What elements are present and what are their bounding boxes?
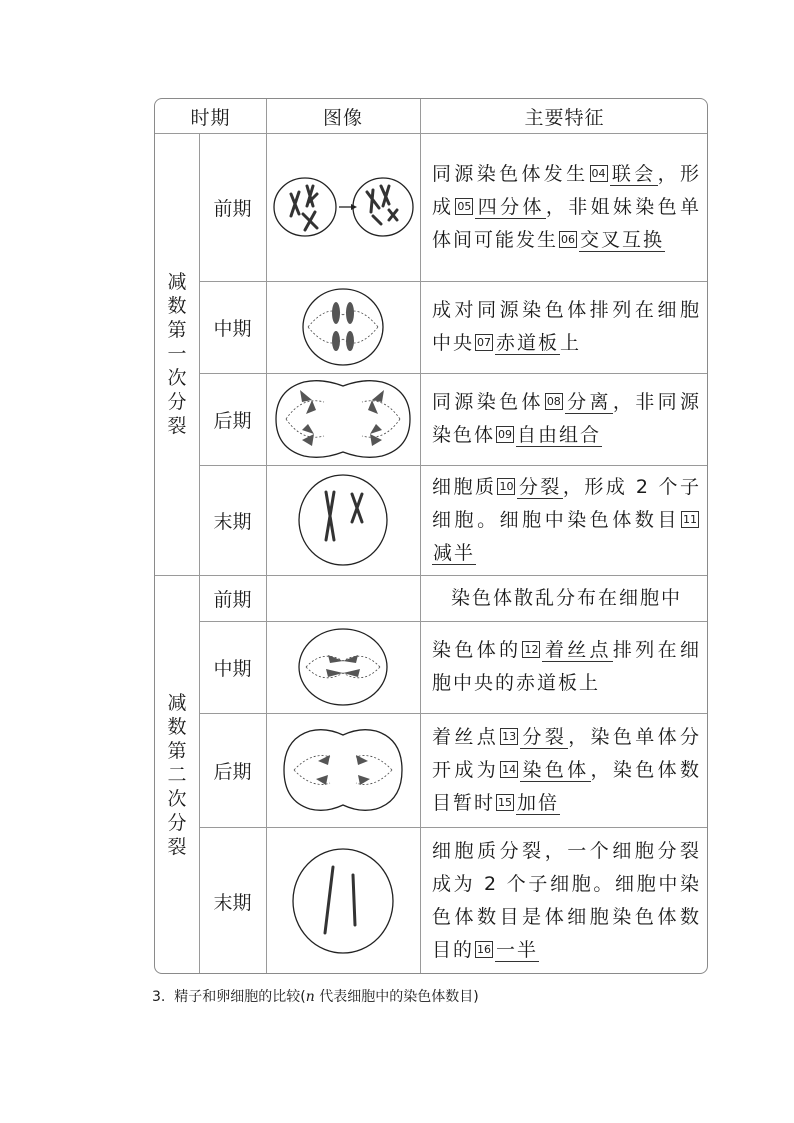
feature-text — [420, 621, 708, 713]
answer-text: 一半 — [496, 939, 539, 961]
caption-tail: 代表细胞中的染色体数目) — [314, 989, 479, 1005]
feature-segment: ，染色体数目暂时 — [432, 758, 701, 814]
header-period: 时期 — [190, 106, 231, 129]
answer-text: 赤道板 — [496, 332, 560, 354]
blank-number: 14 — [502, 762, 517, 776]
feature-segment: 排列在细胞中央的赤道板上 — [432, 639, 701, 694]
answer-text: 分离 — [565, 391, 612, 413]
feature-segment: 同源染色体发生 — [432, 162, 589, 185]
answer-text: 自由组合 — [517, 424, 602, 446]
blank-number: 15 — [498, 795, 513, 809]
blank-number: 10 — [499, 479, 514, 493]
blank-number: 16 — [477, 943, 492, 956]
blank-number: 06 — [561, 232, 576, 246]
row-divider — [199, 373, 708, 374]
feature-segment: ，非同源染色体 — [432, 391, 701, 446]
stage-label-char: 次 — [167, 788, 187, 810]
column-divider — [420, 99, 421, 974]
feature-text — [420, 373, 708, 465]
phase-label: 中期 — [213, 317, 252, 340]
blank-number: 13 — [502, 729, 517, 743]
section-number: 3. — [152, 989, 166, 1005]
blank-number: 07 — [477, 336, 492, 349]
stage-label-char: 次 — [167, 367, 187, 389]
header-features: 主要特征 — [524, 106, 605, 129]
blank-number: 04 — [591, 166, 606, 180]
phase-label: 末期 — [213, 510, 252, 533]
section-caption — [152, 986, 479, 1006]
meiosis-I-anaphase-diagram — [266, 373, 420, 465]
meiosis-II-metaphase-diagram — [266, 621, 420, 713]
feature-segment: 染色体散乱分布在细胞中 — [450, 586, 682, 609]
blank-number: 08 — [546, 395, 561, 408]
feature-segment: 染色体的 — [432, 639, 522, 661]
meiosis-table — [154, 98, 708, 974]
feature-text — [420, 575, 708, 621]
feature-text — [420, 713, 708, 827]
stage-label-char: 一 — [167, 343, 187, 365]
stage-label-char: 裂 — [167, 415, 187, 437]
feature-text — [420, 281, 708, 373]
blank-number: 12 — [524, 643, 539, 656]
stage-label-char: 第 — [167, 319, 187, 341]
row-divider — [155, 133, 708, 134]
stage-label-meiosis-1 — [155, 133, 199, 575]
stage-label-char: 数 — [167, 295, 187, 317]
blank-number: 09 — [498, 428, 513, 441]
meiosis-I-telophase-diagram — [266, 465, 420, 575]
feature-segment: 上 — [560, 332, 582, 354]
feature-segment: 细胞质分裂，一个细胞分裂成为 2 个子细胞。细胞中染色体数目是体细胞染色体数目的 — [432, 840, 701, 961]
row-divider — [155, 575, 708, 576]
stage-label-meiosis-2 — [155, 575, 199, 974]
column-divider — [199, 133, 200, 974]
answer-text: 四分体 — [476, 195, 545, 218]
answer-text: 交叉互换 — [580, 228, 665, 251]
feature-segment: ，形成 — [432, 162, 701, 218]
blank-number: 11 — [683, 512, 697, 526]
phase-label: 末期 — [213, 891, 252, 914]
phase-label: 前期 — [213, 197, 252, 220]
row-divider — [199, 713, 708, 714]
stage-label-char: 二 — [167, 764, 187, 786]
phase-label: 后期 — [213, 760, 252, 783]
feature-text — [420, 465, 708, 575]
answer-text: 加倍 — [517, 791, 560, 814]
feature-segment: ，非姐妹染色单体间可能发生 — [432, 195, 701, 251]
answer-text: 联会 — [610, 162, 657, 185]
column-divider — [266, 99, 267, 974]
feature-segment: 着丝点 — [432, 725, 500, 748]
stage-label-char: 减 — [167, 692, 187, 714]
stage-label-char: 分 — [167, 812, 187, 834]
feature-segment: 成对同源染色体排列在细胞中央 — [432, 299, 701, 354]
meiosis-I-metaphase-diagram — [266, 281, 420, 373]
meiosis-II-telophase-diagram — [266, 827, 420, 974]
answer-text: 减半 — [433, 541, 476, 564]
stage-label-char: 分 — [167, 391, 187, 413]
blank-number: 05 — [457, 199, 472, 213]
header-image: 图像 — [322, 106, 363, 129]
row-divider — [199, 621, 708, 622]
stage-label-char: 裂 — [167, 836, 187, 858]
caption-lead: 精子和卵细胞的比较( — [174, 989, 306, 1005]
row-divider — [199, 281, 708, 282]
answer-text: 分裂 — [518, 475, 562, 498]
row-divider — [199, 827, 708, 828]
meiosis-I-prophase-diagram — [266, 133, 420, 281]
phase-label: 前期 — [213, 588, 252, 611]
feature-segment: 细胞质 — [432, 475, 497, 498]
feature-segment: ，形成 2 个子细胞。细胞中染色体数目 — [432, 475, 701, 531]
feature-segment: 同源染色体 — [432, 391, 544, 413]
answer-text: 分裂 — [521, 725, 568, 748]
answer-text: 染色体 — [521, 758, 590, 781]
stage-label-char: 减 — [167, 271, 187, 293]
meiosis-II-anaphase-diagram — [266, 713, 420, 827]
feature-text — [420, 827, 708, 974]
stage-label-char: 第 — [167, 740, 187, 762]
feature-segment: ，染色单体分开成为 — [432, 725, 701, 781]
feature-text — [420, 133, 708, 281]
row-divider — [199, 465, 708, 466]
phase-label: 中期 — [213, 657, 252, 680]
answer-text: 着丝点 — [543, 639, 612, 661]
stage-label-char: 数 — [167, 716, 187, 738]
phase-label: 后期 — [213, 409, 252, 432]
caption-variable: n — [305, 989, 315, 1005]
